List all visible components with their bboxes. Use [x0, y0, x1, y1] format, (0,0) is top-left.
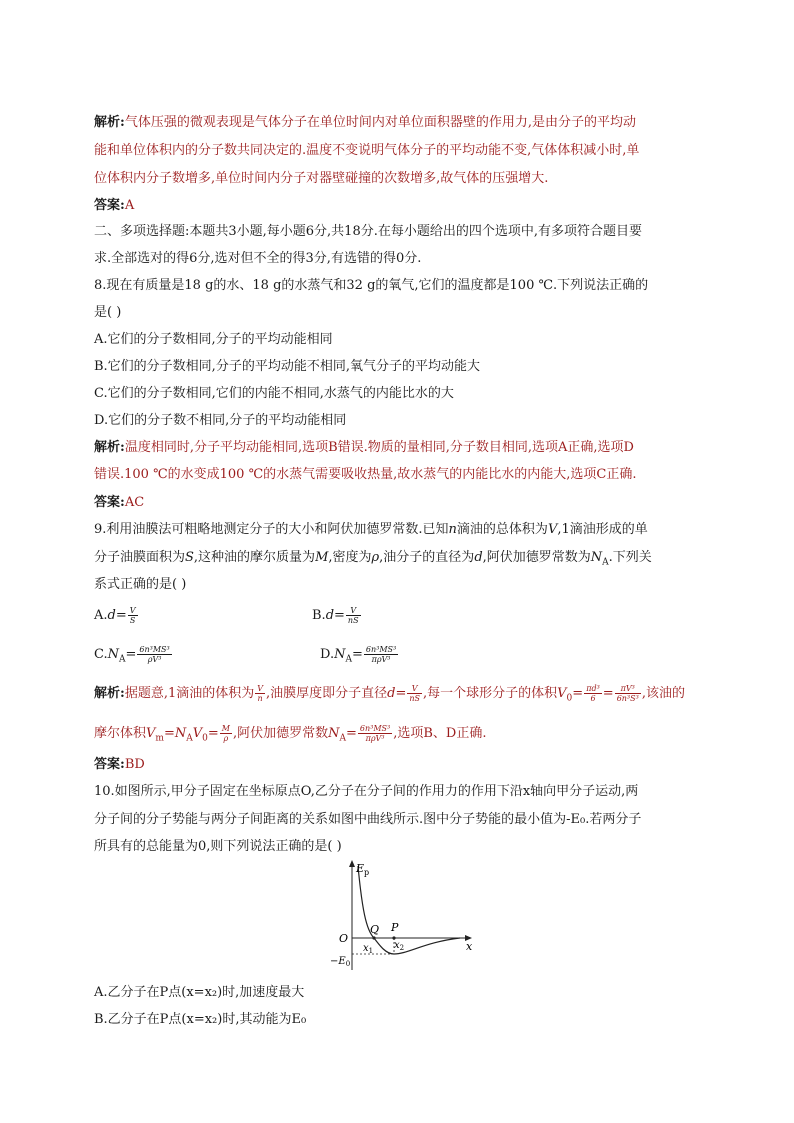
q10-option-a: A.乙分子在P点(x=x₂)时,加速度最大 [94, 985, 305, 1000]
q8-option-d: D.它们的分子数不相同,分子的平均动能相同 [94, 413, 347, 428]
q10-stem-line-3: 所具有的总能量为0,则下列说法正确的是( ) [94, 839, 342, 854]
answer-label: 答案: [94, 198, 125, 213]
q8-answer [94, 494, 144, 512]
q8-stem-line-1: 8.现在有质量是18 g的水、18 g的水蒸气和32 g的氧气,它们的温度都是100 ℃.下列说法正确的 [94, 278, 649, 293]
q8-analysis-line-1 [94, 439, 634, 457]
q7-answer [94, 197, 134, 215]
q9-option-b: B.d= $\frac{V}{nS}$ [312, 606, 359, 625]
q9-option-d: $D.N_A=$ $\frac{\text{6n³MS³}}{\text{πρV³}}$ [320, 645, 397, 665]
point-q [372, 936, 375, 939]
potential-energy-graph [330, 858, 480, 973]
q9-analysis-line-1: 解析:据题意,1滴油的体积为 $\frac{V}{n}$ ,油膜厚度即分子直径d= $\frac{V}{nS}$ ,每一个球形分子的体积$V_0=$ $\frac{\text{πd³}}{6}$ = $\frac{\text{πV³}}{\text{6n³S³}}$ ,该油的 [94, 684, 685, 704]
analysis-text: 气体压强的微观表现是气体分子在单位时间内对单位面积器壁的作用力,是由分子的平均动 [124, 115, 636, 130]
p-label: P [391, 921, 399, 934]
q8-option-a: A.它们的分子数相同,分子的平均动能相同 [94, 332, 333, 347]
x1-label: $x_1$ [363, 943, 374, 955]
q7-analysis-line-3: 位体积内分子数增多,单位时间内分子对器壁碰撞的次数增多,故气体的压强增大. [94, 171, 549, 186]
q9-option-a: A.d= $\frac{V}{S}$ [94, 606, 136, 625]
q9-answer [94, 756, 145, 774]
analysis-text: 温度相同时,分子平均动能相同,选项B错误.物质的量相同,分子数目相同,选项A正确,选项D [124, 440, 634, 455]
q8-option-b: B.它们的分子数相同,分子的平均动能不相同,氧气分子的平均动能大 [94, 359, 480, 374]
analysis-label: 解析: [94, 686, 125, 701]
e0-label: $-E_0$ [330, 956, 351, 968]
q10-stem-line-1: 10.如图所示,甲分子固定在坐标原点O,乙分子在分子间的作用力的作用下沿x轴向甲分子运动,两 [94, 784, 639, 799]
q8-analysis-line-2: 错误.100 ℃的水变成100 ℃的水蒸气需要吸收热量,故水蒸气的内能比水的内能大,选项C正确. [94, 467, 637, 482]
q9-stem-line-3: 系式正确的是( ) [94, 577, 187, 592]
q9-option-c: $C.N_A=$ $\frac{\text{6n³MS³}}{\text{ρV³}}$ [94, 645, 170, 665]
q7-analysis-line-2: 能和单位体积内的分子数共同决定的.温度不变说明气体分子的平均动能不变,气体体积减小时,单 [94, 143, 640, 158]
ep-label: $E_p$ [356, 862, 370, 877]
ep-axis-arrow [349, 860, 355, 867]
answer-value: A [124, 198, 135, 213]
q-label: Q [370, 923, 380, 936]
q8-stem-line-2: 是( ) [94, 305, 122, 320]
answer-value: AC [124, 495, 145, 510]
origin-label: O [339, 932, 349, 945]
q9-stem-line-2: 分子油膜面积为S,这种油的摩尔质量为M,密度为ρ,油分子的直径为d,阿伏加德罗常数为$N_A$.下列关 [94, 550, 652, 568]
x-axis-label: x [466, 940, 473, 953]
q9-analysis-line-2: 摩尔体积$V_m=N_AV_0=$ $\frac{M}{\rho}$ ,阿伏加德罗常数$N_A=$ $\frac{\text{6n³MS³}}{\text{πρV³}}$ ,选项B、D正确. [94, 724, 487, 744]
x2-label: $x_2$ [394, 940, 405, 952]
analysis-label: 解析: [94, 115, 125, 130]
answer-label: 答案: [94, 495, 125, 510]
q7-analysis-line-1 [94, 114, 636, 132]
analysis-label: 解析: [94, 440, 125, 455]
q9-stem-line-1: 9.利用油膜法可粗略地测定分子的大小和阿伏加德罗常数.已知n滴油的总体积为V,1滴油形成的单 [94, 522, 648, 537]
answer-label: 答案: [94, 757, 125, 772]
answer-value: BD [124, 757, 145, 772]
q10-stem-line-2: 分子间的分子势能与两分子间距离的关系如图中曲线所示.图中分子势能的最小值为-E₀.若两分子 [94, 812, 642, 827]
section2-line-2: 求.全部选对的得6分,选对但不全的得3分,有选错的得0分. [94, 251, 422, 266]
q8-option-c: C.它们的分子数相同,它们的内能不相同,水蒸气的内能比水的大 [94, 386, 454, 401]
section2-line-1: 二、多项选择题:本题共3小题,每小题6分,共18分.在每小题给出的四个选项中,有多项符合题目要 [94, 224, 642, 239]
q10-option-b: B.乙分子在P点(x=x₂)时,其动能为E₀ [94, 1012, 307, 1027]
ep-curve [358, 866, 460, 954]
